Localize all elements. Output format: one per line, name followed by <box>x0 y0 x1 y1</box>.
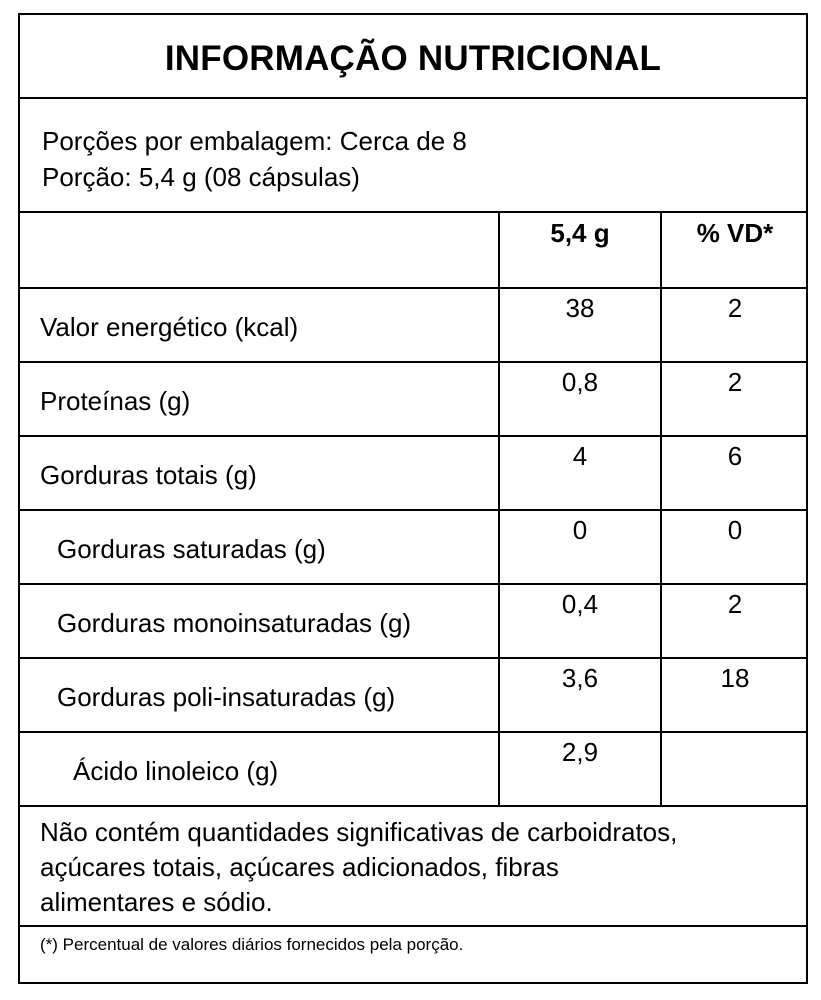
note-line: açúcares totais, açúcares adicionados, fibras <box>40 852 559 882</box>
table-row <box>20 585 806 659</box>
table-row <box>20 511 806 585</box>
nutrient-name: Gorduras monoinsaturadas (g) <box>20 585 500 657</box>
nutrient-vd: 2 <box>727 293 743 323</box>
table-row <box>20 289 806 363</box>
nutrient-name: Gorduras totais (g) <box>20 437 500 509</box>
label-title: INFORMAÇÃO NUTRICIONAL <box>164 39 662 78</box>
header-name-cell <box>20 213 500 287</box>
table-row <box>20 437 806 511</box>
table-row <box>20 733 806 807</box>
nutrient-table <box>20 213 806 807</box>
header-qty-label: 5,4 g <box>550 218 610 248</box>
nutrient-qty: 0,8 <box>500 363 662 435</box>
nutrient-name: Proteínas (g) <box>20 363 500 435</box>
nutrient-qty: 4 <box>500 437 662 509</box>
servings-per-package: Porções por embalagem: Cerca de 8 <box>42 126 467 156</box>
note-line: Não contém quantidades significativas de carboidratos, <box>40 817 678 847</box>
header-qty-cell <box>500 213 662 287</box>
table-row <box>20 363 806 437</box>
not-significant-note <box>20 807 806 927</box>
daily-value-footnote: (*) Percentual de valores diários fornecidos pela porção. <box>40 935 464 954</box>
nutrient-name: Valor energético (kcal) <box>20 289 500 361</box>
nutrient-name: Gorduras poli-insaturadas (g) <box>20 659 500 731</box>
header-vd-label: % VD* <box>696 218 774 248</box>
table-row <box>20 659 806 733</box>
portion-info <box>20 99 806 213</box>
nutrient-name: Ácido linoleico (g) <box>20 733 500 805</box>
table-header-row <box>20 213 806 289</box>
nutrient-name: Gorduras saturadas (g) <box>20 511 500 583</box>
nutrient-vd: 2 <box>727 367 743 397</box>
nutrient-qty: 3,6 <box>500 659 662 731</box>
note-line: alimentares e sódio. <box>40 887 273 917</box>
nutrient-qty: 2,9 <box>500 733 662 805</box>
nutrient-qty: 0,4 <box>500 585 662 657</box>
nutrient-vd: 6 <box>727 441 743 471</box>
portion-size: Porção: 5,4 g (08 cápsulas) <box>42 162 360 192</box>
nutrient-vd: 0 <box>727 515 743 545</box>
nutrient-qty: 38 <box>500 289 662 361</box>
nutrient-vd: 18 <box>720 663 750 693</box>
header-vd-cell <box>662 213 808 287</box>
nutrient-vd: 2 <box>727 589 743 619</box>
nutrient-qty: 0 <box>500 511 662 583</box>
nutrition-facts-label <box>18 13 808 984</box>
nutrient-vd <box>662 733 808 805</box>
title-row <box>20 15 806 99</box>
